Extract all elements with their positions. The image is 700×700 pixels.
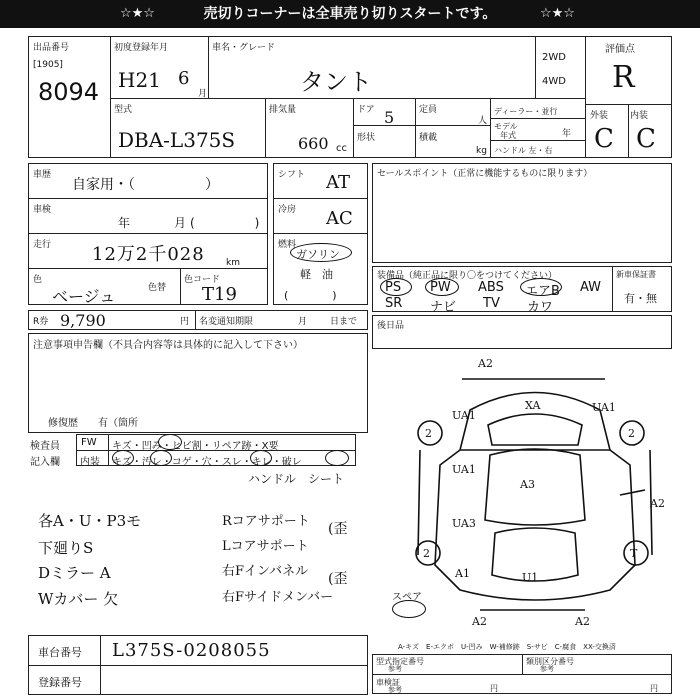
reg-label: 登録番号 [38, 676, 82, 689]
mark-a1: A1 [455, 567, 470, 580]
banner-stars-right: ☆★☆ [540, 6, 575, 21]
equip-airbag-circle [520, 278, 562, 296]
mark-a2-top: A2 [478, 357, 493, 370]
mileage-label: 走行 [33, 240, 52, 250]
backseat-label: 後日品 [377, 321, 405, 331]
person-label: 人 [478, 116, 488, 126]
chassis-value: L375S-0208055 [112, 640, 271, 661]
shape-label: 形状 [357, 133, 376, 143]
color-value: ベージュ [52, 287, 116, 306]
inspection-label: 車検証 [376, 678, 400, 687]
spare-label: スペア [392, 592, 422, 603]
name-value: タント [300, 68, 372, 96]
handle-label: ハンドル 左・右 [494, 146, 553, 155]
equip-airbag: エアB [525, 284, 560, 299]
score-value: R [612, 60, 635, 95]
mark-xa: XA [525, 399, 541, 412]
mark-a2-bl: A2 [472, 615, 487, 628]
equip-abs: ABS [478, 280, 504, 295]
first-reg-label: 初度登録年月 [114, 43, 169, 53]
color-code-label: 色コード [184, 275, 221, 285]
mark-circle-tear [325, 450, 349, 466]
inspection-yen: 円 [490, 684, 498, 693]
formal-label: 型式指定番号 [376, 657, 424, 666]
equip-pw: PW [430, 280, 451, 295]
equip-ps: PS [385, 280, 402, 295]
int-label: 内装 [630, 111, 649, 121]
mark-2-fr: 2 [628, 427, 635, 440]
handwritten-under: ハンドル シート [248, 472, 345, 486]
spare-tire-icon [392, 600, 426, 618]
lot-label: 出品番号 [33, 43, 70, 53]
first-reg-month: 6 [178, 68, 190, 89]
color-code-value: T19 [202, 284, 237, 305]
row2-items: キズ・汚レ・コゲ・穴・スレ・キレ・破レ [112, 457, 302, 468]
fuel-gas-circle [290, 243, 352, 262]
inspection-yen-2: 円 [650, 684, 658, 693]
model-value: DBA-L375S [118, 128, 236, 152]
sales-label: セールスポイント（正常に機能するものに限ります） [377, 169, 593, 179]
dealer-label: ディーラー・並行 [494, 107, 558, 116]
checker-label-2: 記入欄 [30, 457, 60, 468]
fuel-label: 燃料 [278, 240, 297, 250]
mark-a3: A3 [520, 478, 535, 491]
legend-text: A-キズ E-エクボ U-凹み W-補修跡 S-サビ C-腐食 XX-交換済 [398, 643, 616, 651]
tax-label: 名変通知期限 [199, 317, 254, 327]
spec-block [273, 163, 368, 305]
mark-t: T [630, 547, 638, 560]
mark-circle-dirt [150, 450, 172, 466]
header-banner [0, 0, 700, 28]
equip-label: 装備品（純正品に限り〇をつけてください） [377, 271, 558, 281]
wd4-label: 4WD [542, 76, 566, 87]
km-label: km [226, 258, 240, 268]
equip-leather: カワ [527, 300, 554, 315]
mark-u1: U1 [522, 571, 539, 584]
memo-mark-2: (歪 [328, 571, 348, 587]
equip-ps-circle [380, 278, 412, 296]
nen-label: 年 [562, 129, 572, 139]
equip-aw: AW [580, 280, 602, 295]
name-label: 車名・グレード [212, 43, 276, 53]
equip-sr: SR [385, 296, 403, 311]
fuel-paren: ( ) [284, 289, 337, 302]
class-ref: 参考 [540, 665, 554, 673]
checker-label-1: 検査員 [30, 441, 60, 452]
memo-right-4: 右Fサイドメンバー [222, 590, 334, 605]
fuel-diesel: 軽 油 [300, 268, 333, 281]
car-damage-diagram [400, 355, 670, 630]
load-label: 積載 [419, 133, 438, 143]
banner-stars-left: ☆★☆ [120, 6, 155, 21]
equip-tv: TV [483, 296, 500, 311]
mark-ua1-right: UA1 [592, 401, 616, 414]
mark-2-fl: 2 [425, 427, 432, 440]
row1-cat: FW [81, 437, 97, 448]
wd2-label: 2WD [542, 52, 566, 63]
banner-text: 売切りコーナーは全車売り切りスタートです。 [203, 6, 497, 22]
new-car-value: 有・無 [624, 292, 657, 305]
shaken-month: 月 [174, 216, 187, 230]
model-year-label: モデル [494, 122, 518, 131]
notes-label: 注意事項申告欄（不具合内容等は具体的に記入して下さい） [33, 340, 303, 351]
memo-line-1: 各A・U・P3モ [38, 512, 142, 530]
lot-number: 8094 [38, 78, 100, 106]
memo-line-4: Wカバー 欠 [38, 590, 119, 608]
ext-value: C [594, 124, 614, 154]
shaken-label: 車検 [33, 205, 52, 215]
kg-label: kg [476, 146, 487, 156]
repair-label: 修復歴 有（箇所 [48, 418, 138, 429]
row1-items: キズ・凹み・ヒビ割・リペア跡・X要 [112, 441, 279, 452]
equip-pw-circle [425, 278, 459, 296]
fuel-gas: ガソリン [296, 248, 340, 261]
chassis-label: 車台番号 [38, 646, 82, 659]
shift-label: シフト [278, 170, 306, 180]
lot-sub: [1905] [33, 60, 63, 70]
memo-line-3: Dミラー A [38, 564, 111, 582]
first-reg-year: H21 [118, 68, 161, 92]
capacity-label: 定員 [419, 105, 438, 115]
mark-circle-scratch [112, 450, 134, 466]
color-label: 色 [33, 275, 43, 285]
year-label: 年式 [500, 131, 516, 140]
row2-cat: 内装 [80, 457, 100, 468]
class-label: 類別区分番号 [526, 657, 574, 666]
formal-ref: 参考 [388, 665, 402, 673]
mark-ua1-left: UA1 [452, 409, 476, 422]
int-value: C [636, 124, 656, 154]
model-label: 型式 [114, 105, 133, 115]
memo-right-3: 右Fインバネル [222, 564, 309, 579]
mark-ua1-side: UA1 [452, 463, 476, 476]
tax-day: 日まで [330, 317, 358, 327]
disp-label: 排気量 [269, 105, 297, 115]
cc-label: cc [336, 143, 347, 154]
memo-right-1: Rコアサポート [222, 514, 310, 529]
mark-a2-br: A2 [575, 615, 590, 628]
shift-value: AT [326, 172, 351, 193]
mark-2-rl: 2 [423, 547, 430, 560]
mileage-value: 12万2千028 [92, 244, 205, 265]
doors-value: 5 [384, 108, 395, 127]
tax-month: 月 [298, 317, 308, 327]
equip-navi: ナビ [430, 300, 457, 315]
memo-mark-1: (歪 [328, 521, 348, 537]
new-car-label: 新車保証書 [616, 270, 656, 279]
disp-value: 660 [298, 134, 329, 153]
inspection-ref: 参考 [388, 686, 402, 694]
recycle-value: 9,790 [60, 311, 106, 330]
mark-a2-right: A2 [650, 497, 665, 510]
usage-value: 自家用・（ ） [72, 177, 219, 193]
mark-circle-wear [250, 450, 272, 466]
recycle-label: R券 [33, 317, 49, 327]
mark-ua3: UA3 [452, 517, 476, 530]
backseat-block [372, 315, 672, 349]
doors-label: ドア [357, 105, 375, 115]
memo-line-2: 下廻りS [38, 539, 94, 557]
usage-label: 車歴 [33, 170, 52, 180]
yen-label: 円 [180, 317, 190, 327]
shaken-paren: ( ) [190, 216, 260, 230]
ext-label: 外装 [590, 111, 609, 121]
ac-label: 冷房 [278, 205, 297, 215]
color-swap-label: 色替 [148, 283, 167, 293]
ac-value: AC [326, 208, 353, 229]
month-suffix: 月 [198, 89, 208, 99]
memo-right-2: Lコアサポート [222, 539, 309, 554]
mark-circle-dent [158, 434, 182, 450]
shaken-year: 年 [118, 216, 131, 230]
score-label: 評価点 [605, 44, 635, 55]
